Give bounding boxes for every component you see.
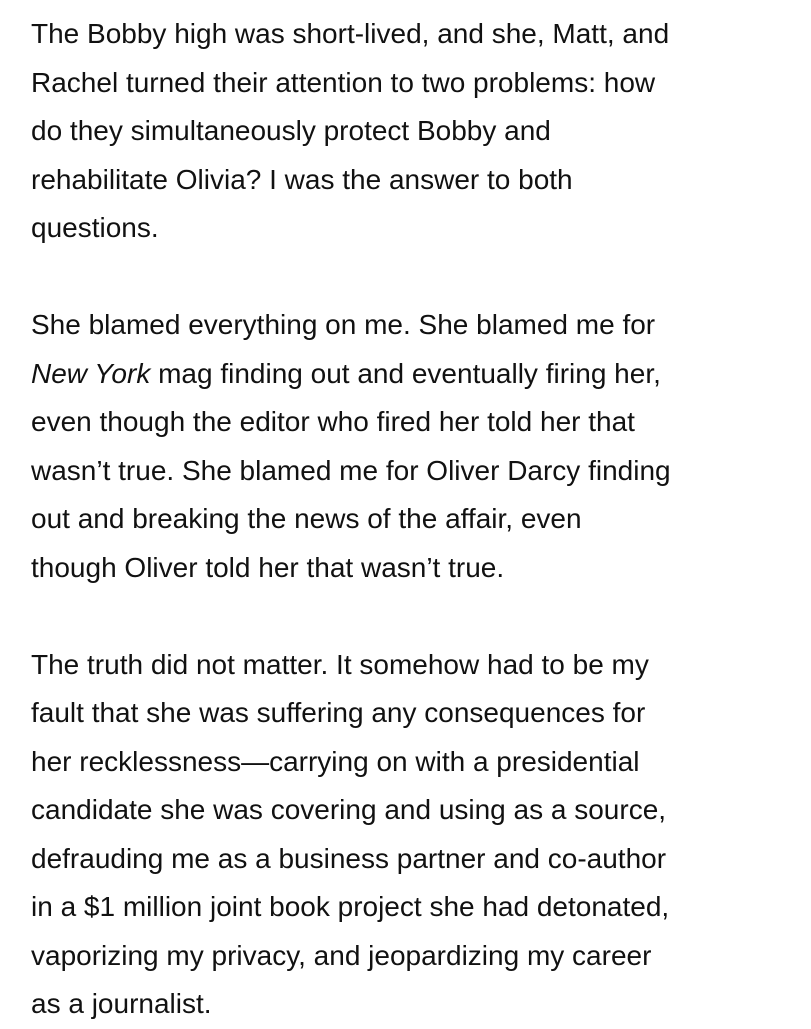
text-line: her recklessness—carrying on with a presidential [31,745,640,777]
publication-name: New York [31,357,151,389]
text-line: defrauding me as a business partner and co-author [31,842,667,874]
text-line: even though the editor who fired her told her that [31,406,635,437]
text-line: fault that she was suffering any consequences for [31,697,646,728]
text-line [31,350,791,399]
paragraph-3 [31,641,791,1029]
text-line: questions. [31,212,159,243]
paragraph-spacer [31,253,791,302]
text-line: do they simultaneously protect Bobby and [31,115,551,146]
text-line: out and breaking the news of the affair, even [31,503,582,534]
text-line-rest: mag finding out and eventually firing her, [158,357,661,389]
text-line: Rachel turned their attention to two problems: how [31,66,656,98]
text-line: vaporizing my privacy, and jeopardizing my career [31,939,652,971]
text-line: as a journalist. [31,988,212,1019]
paragraph-1 [31,10,791,253]
text-line: She blamed everything on me. She blamed me for [31,309,656,340]
paragraph-2 [31,301,791,592]
article-body [31,10,791,1029]
text-line: candidate she was covering and using as a source, [31,794,667,825]
text-line: though Oliver told her that wasn’t true. [31,551,505,583]
text-line: wasn’t true. She blamed me for Oliver Darcy finding [31,454,671,486]
paragraph-spacer [31,592,791,641]
text-line: The Bobby high was short-lived, and she, Matt, and [31,18,670,49]
text-line: rehabilitate Olivia? I was the answer to both [31,163,573,195]
text-line: in a $1 million joint book project she had detonated, [31,891,670,922]
text-line: The truth did not matter. It somehow had to be my [31,648,649,680]
